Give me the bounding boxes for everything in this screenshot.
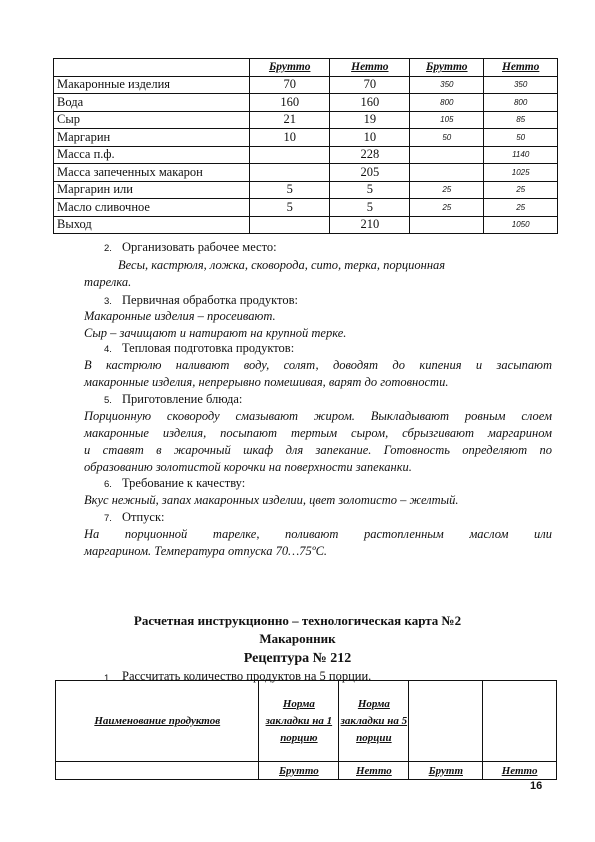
step-title: Организовать рабочее место: <box>122 240 277 254</box>
header-cell: Наименование продуктов <box>56 681 259 762</box>
step-body: макаронные изделия, непрерывно помешивая, варят до готовности. <box>84 375 449 389</box>
step-number: 2. <box>104 243 112 254</box>
cell: 10 <box>330 129 410 147</box>
step-title: Тепловая подготовка продуктов: <box>122 341 295 355</box>
cell <box>250 216 330 234</box>
step-body: Сыр – зачищают и натирают на крупной терке. <box>84 326 347 340</box>
step-title: Приготовление блюда: <box>122 392 243 406</box>
header-cell: Нетто <box>330 59 410 77</box>
dish-name: Макаронник <box>259 631 336 646</box>
table-header-row <box>56 681 557 762</box>
cell: Масло сливочное <box>54 199 250 217</box>
step-body: макаронные изделия, посыпают тертым сыром, сбрызгивают маргарином <box>84 426 552 440</box>
cell: 25 <box>410 199 484 217</box>
cell: Маргарин или <box>54 181 250 199</box>
cell: 85 <box>484 111 558 129</box>
step-body: В кастрюлю наливают воду, солят, доводят до кипения и засыпают <box>84 358 552 372</box>
empty-cell <box>409 681 483 762</box>
header-cell: Брутто <box>410 59 484 77</box>
cell: 800 <box>484 94 558 112</box>
cell <box>250 164 330 182</box>
cell <box>410 164 484 182</box>
cell: Масса п.ф. <box>54 146 250 164</box>
table-row <box>54 111 558 129</box>
cell: 25 <box>410 181 484 199</box>
table-subheader-row <box>56 762 557 780</box>
step-title: Требование к качеству: <box>122 476 246 490</box>
cell: 210 <box>330 216 410 234</box>
cell: 50 <box>484 129 558 147</box>
header-cell <box>54 59 250 77</box>
cell: 25 <box>484 199 558 217</box>
empty-cell <box>56 762 259 780</box>
step-number: 3. <box>104 296 112 307</box>
step-number: 7. <box>104 513 112 524</box>
step-body: Весы, кастрюля, ложка, сковорода, сито, терка, порционная <box>118 258 446 272</box>
cell: 50 <box>410 129 484 147</box>
cell: 70 <box>330 76 410 94</box>
header-cell: Норма закладки на 5 порции <box>339 681 409 762</box>
step-body: образованию золотистой корочки на поверхности запеканки. <box>84 460 412 474</box>
header-cell: Брутто <box>250 59 330 77</box>
cell: 5 <box>330 181 410 199</box>
cell <box>250 146 330 164</box>
step-body: и ставят в жарочный шкаф для запекание. Готовность определяют по <box>84 443 552 457</box>
cell: Вода <box>54 94 250 112</box>
step-number: 6. <box>104 479 112 490</box>
recipe-number: Рецептура № 212 <box>243 651 352 666</box>
cell: 160 <box>330 94 410 112</box>
cell: Маргарин <box>54 129 250 147</box>
step-body: На порционной тарелке, поливают растопленным маслом или <box>84 527 552 541</box>
cell <box>410 146 484 164</box>
cell: Сыр <box>54 111 250 129</box>
empty-cell <box>483 681 557 762</box>
cell: 1050 <box>484 216 558 234</box>
cell: 5 <box>250 181 330 199</box>
cell: 350 <box>410 76 484 94</box>
cell: Макаронные изделия <box>54 76 250 94</box>
ingredients-table <box>53 58 558 234</box>
step-body: Макаронные изделия – просеивают. <box>84 309 276 323</box>
calculation-table <box>55 680 557 780</box>
cell: 1140 <box>484 146 558 164</box>
cell: 5 <box>250 199 330 217</box>
card-title: Расчетная инструкционно – технологическая карта №2 <box>133 613 462 628</box>
page-number: 16 <box>530 780 543 792</box>
step-number: 5. <box>104 395 112 406</box>
cell: 205 <box>330 164 410 182</box>
cell: 800 <box>410 94 484 112</box>
table-row <box>54 94 558 112</box>
cell: 105 <box>410 111 484 129</box>
table-row <box>54 129 558 147</box>
cell: 19 <box>330 111 410 129</box>
step-title: Рассчитать количество продуктов на 5 порции. <box>122 669 372 683</box>
step-number: 1. <box>104 673 112 684</box>
cell: Масса запеченных макарон <box>54 164 250 182</box>
step-body: маргарином. Температура отпуска 70…75ºС. <box>84 544 328 558</box>
cell: 1025 <box>484 164 558 182</box>
cell: 350 <box>484 76 558 94</box>
cell <box>410 216 484 234</box>
table-row <box>54 164 558 182</box>
table-row <box>54 199 558 217</box>
cell: 228 <box>330 146 410 164</box>
cell: 21 <box>250 111 330 129</box>
subheader-cell: Нетто <box>483 762 557 780</box>
subheader-cell: Брутт <box>409 762 483 780</box>
step-number: 4. <box>104 344 112 355</box>
table-header-row <box>54 59 558 77</box>
header-cell: Нетто <box>484 59 558 77</box>
table-row <box>54 146 558 164</box>
cell: 5 <box>330 199 410 217</box>
step-body: Вкус нежный, запах макаронных изделии, цвет золотисто – желтый. <box>84 493 459 507</box>
cell: 70 <box>250 76 330 94</box>
step-body: тарелка. <box>84 275 132 289</box>
step-body: Порционную сковороду смазывают жиром. Выкладывают ровным слоем <box>84 409 552 423</box>
cell: 10 <box>250 129 330 147</box>
table-row <box>54 181 558 199</box>
subheader-cell: Брутто <box>259 762 339 780</box>
cell: 160 <box>250 94 330 112</box>
subheader-cell: Нетто <box>339 762 409 780</box>
step-title: Отпуск: <box>122 510 165 524</box>
cell: Выход <box>54 216 250 234</box>
cell: 25 <box>484 181 558 199</box>
table-row <box>54 216 558 234</box>
table-row <box>54 76 558 94</box>
header-cell: Норма закладки на 1 порцию <box>259 681 339 762</box>
step-title: Первичная обработка продуктов: <box>122 293 298 307</box>
